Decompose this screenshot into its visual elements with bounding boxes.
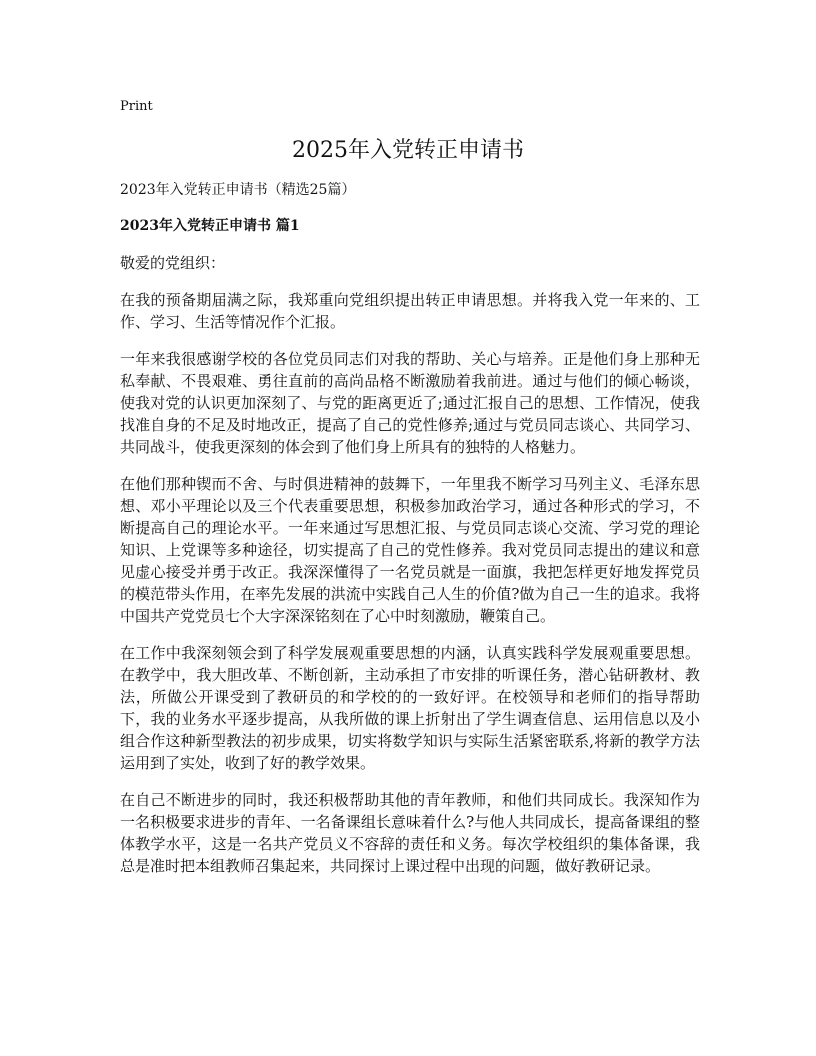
document-subtitle: 2023年入党转正申请书（精选25篇） xyxy=(120,182,356,198)
paragraph-4: 在工作中我深刻领会到了科学发展观重要思想的内涵，认真实践科学发展观重要思想。在教学中，我大胆改革、不断创新，主动承担了市安排的听课任务，潜心钻研教材、教法，所做公开课受到了教研员的和学校的的一致好评。在校领导和老师们的指导帮助下，我的业务水平逐步提高，从我所做的课上折射出了学生调查信息、运用信息以及小组合作这种新型教法的初步成果，切实将数学知识与实际生活紧密联系,将新的教学方法运用到了实处，收到了好的教学效果。 xyxy=(120,644,700,772)
greeting: 敬爱的党组织： xyxy=(120,254,226,272)
paragraph-2: 一年来我很感谢学校的各位党员同志们对我的帮助、关心与培养。正是他们身上那种无私奉献、不畏艰难、勇往直前的高尚品格不断激励着我前进。通过与他们的倾心畅谈，使我对党的认识更加深刻了、与党的距离更近了;通过汇报自己的思想、工作情况，使我找准自身的不足及时地改正，提高了自己的党性修养;通过与党员同志谈心、共同学习、共同战斗，使我更深刻的体会到了他们身上所具有的独特的人格魅力。 xyxy=(120,350,700,456)
document-title: 2025年入党转正申请书 xyxy=(292,138,524,163)
paragraph-1: 在我的预备期届满之际，我郑重向党组织提出转正申请思想。并将我入党一年来的、工作、学习、生活等情况作个汇报。 xyxy=(120,291,700,331)
print-link[interactable]: Print xyxy=(120,99,153,114)
paragraph-3: 在他们那种锲而不舍、与时俱进精神的鼓舞下，一年里我不断学习马列主义、毛泽东思想、邓小平理论以及三个代表重要思想，积极参加政治学习，通过各种形式的学习，不断提高自己的理论水平。一年来通过写思想汇报、与党员同志谈心交流、学习党的理论知识、上党课等多种途径，切实提高了自己的党性修养。我对党员同志提出的建议和意见虚心接受并勇于改正。我深深懂得了一名党员就是一面旗，我把怎样更好地发挥党员的模范带头作用，在率先发展的洪流中实践自己人生的价值?做为自己一生的追求。我将中国共产党党员七个大字深深铭刻在了心中时刻激励，鞭策自己。 xyxy=(120,475,700,625)
section-heading: 2023年入党转正申请书 篇1 xyxy=(120,218,300,234)
paragraph-5: 在自己不断进步的同时，我还积极帮助其他的青年教师，和他们共同成长。我深知作为一名积极要求进步的青年、一名备课组长意味着什么?与他人共同成长，提高备课组的整体教学水平，这是一名共产党员义不容辞的责任和义务。每次学校组织的集体备课，我总是准时把本组教师召集起来，共同探讨上课过程中出现的问题，做好教研记录。 xyxy=(120,791,700,875)
document-body xyxy=(120,180,700,892)
